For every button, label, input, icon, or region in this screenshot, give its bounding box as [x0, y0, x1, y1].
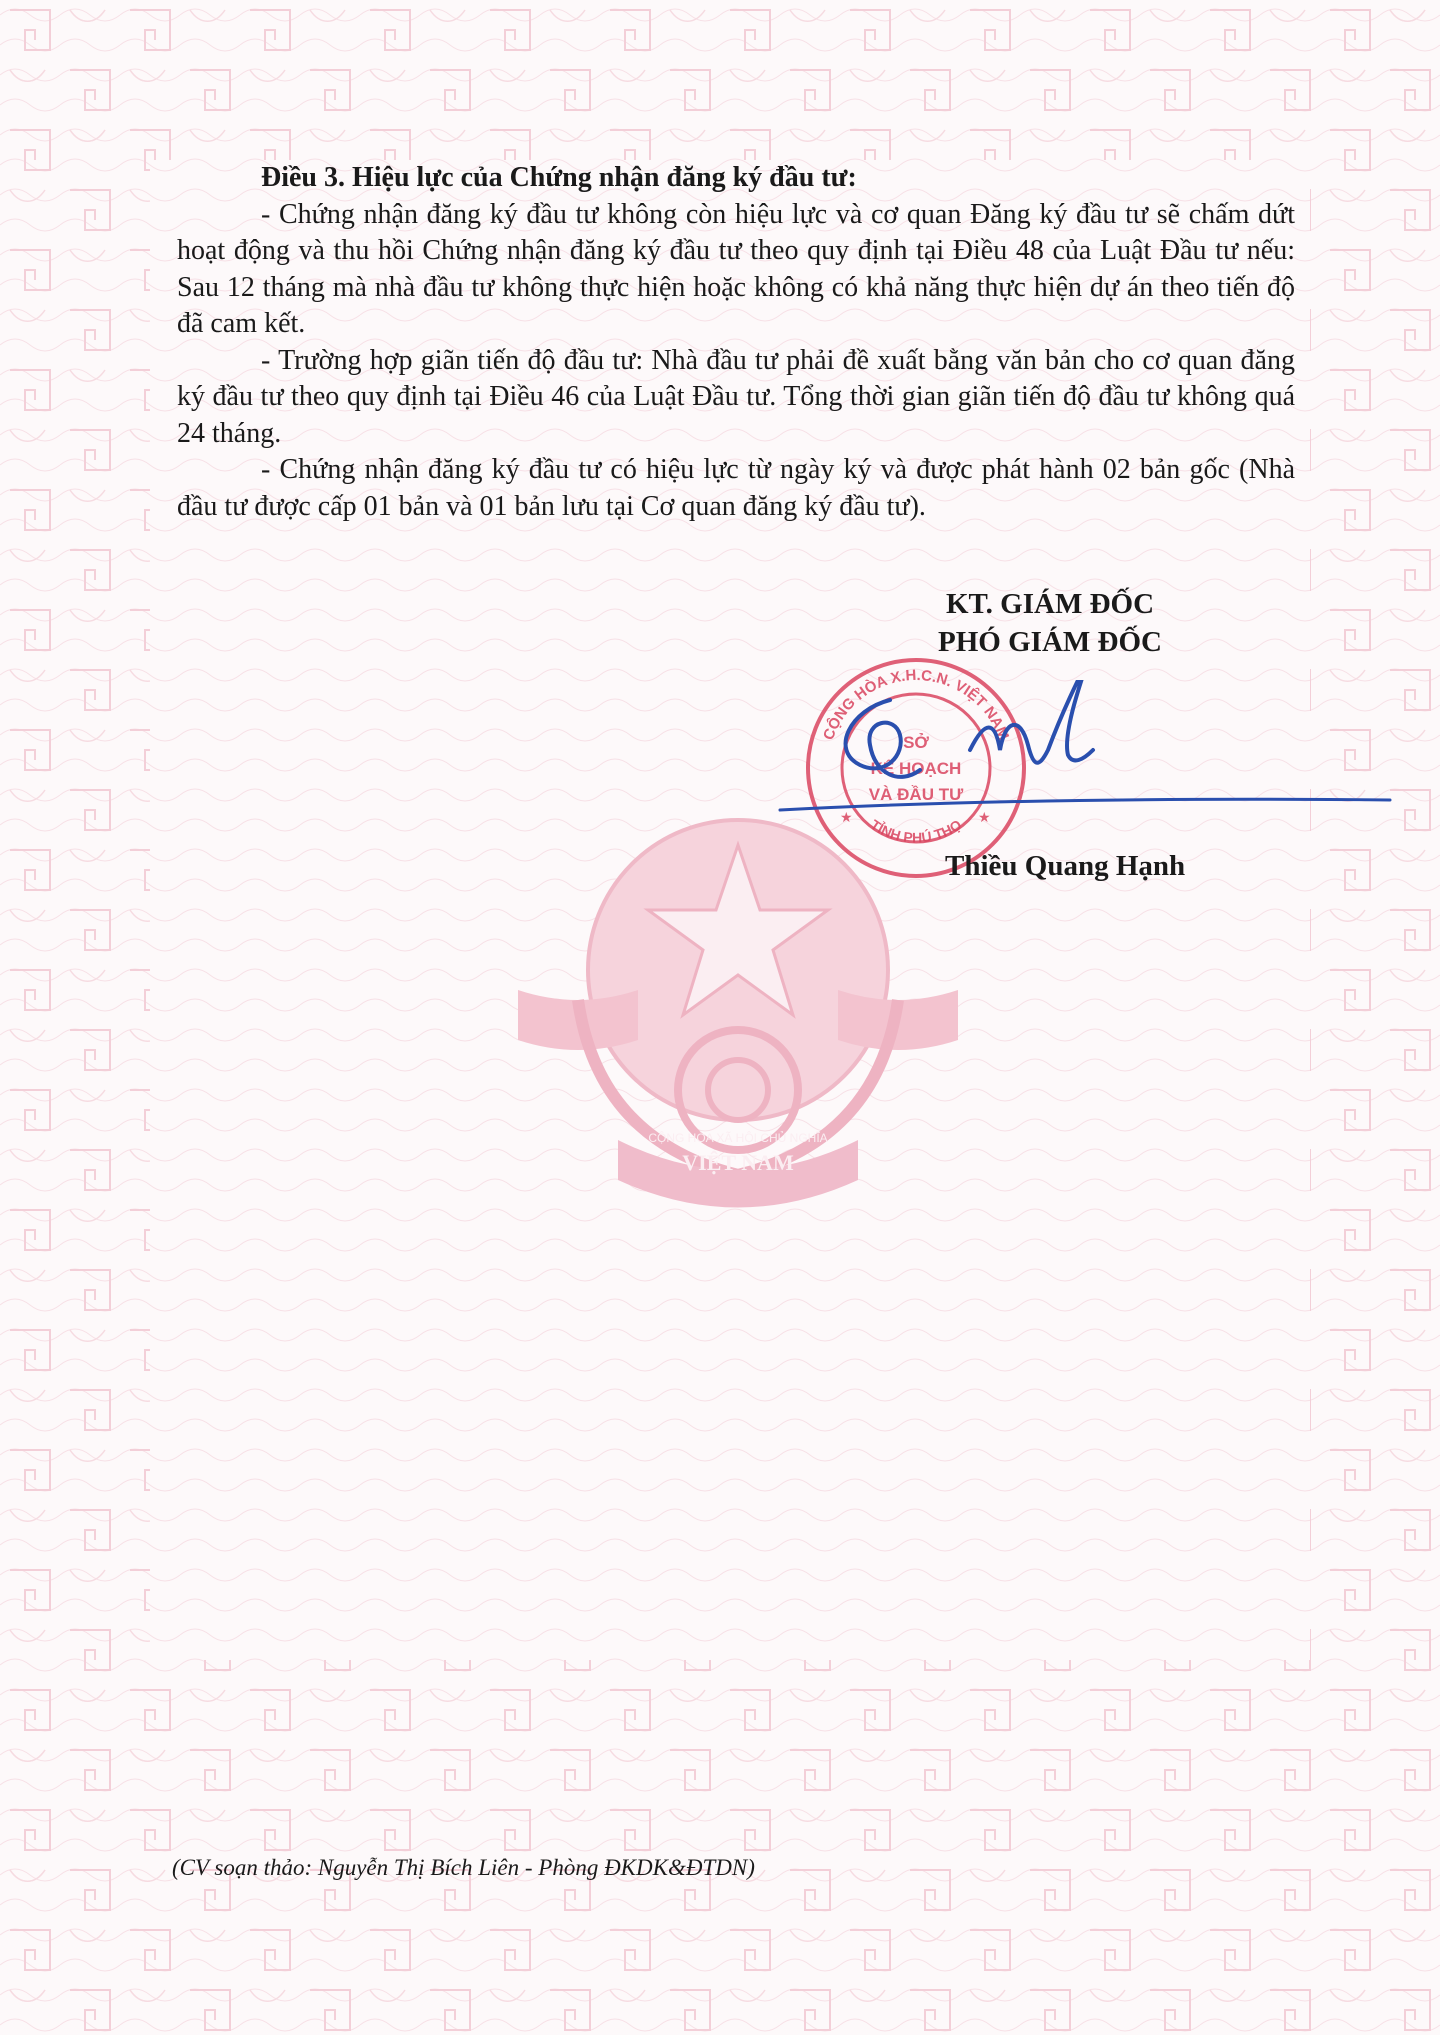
stamp-bottom-text: TỈNH PHÚ THỌ [867, 816, 965, 846]
handwritten-signature [770, 680, 1400, 830]
emblem-ribbon-small-text: CỘNG HÒA XÃ HỘI CHỦ NGHĨA [648, 1131, 828, 1145]
stamp-inner-line-1: SỞ [903, 733, 929, 752]
signature-title-block [820, 585, 1280, 661]
article-heading: Điều 3. Hiệu lực của Chứng nhận đăng ký đầu tư: [261, 162, 857, 193]
stamp-outer-text: CỘNG HÒA X.H.C.N. VIỆT NAM [819, 666, 1013, 743]
article-paragraph-3: - Chứng nhận đăng ký đầu tư có hiệu lực từ ngày ký và được phát hành 02 bản gốc (Nhà đầu tư được cấp 01 bản và 01 bản lưu tại Cơ quan đăng ký đầu tư). [177, 454, 1295, 522]
article-paragraph-1: - Chứng nhận đăng ký đầu tư không còn hiệu lực và cơ quan Đăng ký đầu tư sẽ chấm dứt hoạt động và thu hồi Chứng nhận đăng ký đầu tư theo quy định tại Điều 48 của Luật Đầu tư nếu: Sau 12 tháng mà nhà đầu tư không thực hiện hoặc không có khả năng thực hiện dự án theo tiến độ đã cam kết. [177, 198, 1295, 339]
article-body [177, 160, 1295, 525]
signature-title-line-1: KT. GIÁM ĐỐC [945, 588, 1155, 620]
stamp-inner-line-3: VÀ ĐẦU TƯ [868, 785, 964, 804]
signer-name: Thiều Quang Hạnh [945, 850, 1186, 882]
stamp-star-right-icon: ★ [978, 809, 991, 825]
stamp-inner-line-2: KẾ HOẠCH [870, 759, 962, 778]
article-paragraph-2: - Trường hợp giãn tiến độ đầu tư: Nhà đầu tư phải đề xuất bằng văn bản cho cơ quan đăng ký đầu tư theo quy định tại Điều 46 của Luật Đầu tư. Tổng thời gian giãn tiến độ đầu tư không quá 24 tháng. [177, 344, 1295, 449]
stamp-star-left-icon: ★ [840, 809, 853, 825]
emblem-ribbon-large-text: VIỆT NAM [682, 1150, 794, 1175]
drafter-note: (CV soạn thảo: Nguyễn Thị Bích Liên - Phòng ĐKDK&ĐTDN) [172, 1855, 755, 1880]
signature-title-line-2: PHÓ GIÁM ĐỐC [938, 626, 1162, 658]
